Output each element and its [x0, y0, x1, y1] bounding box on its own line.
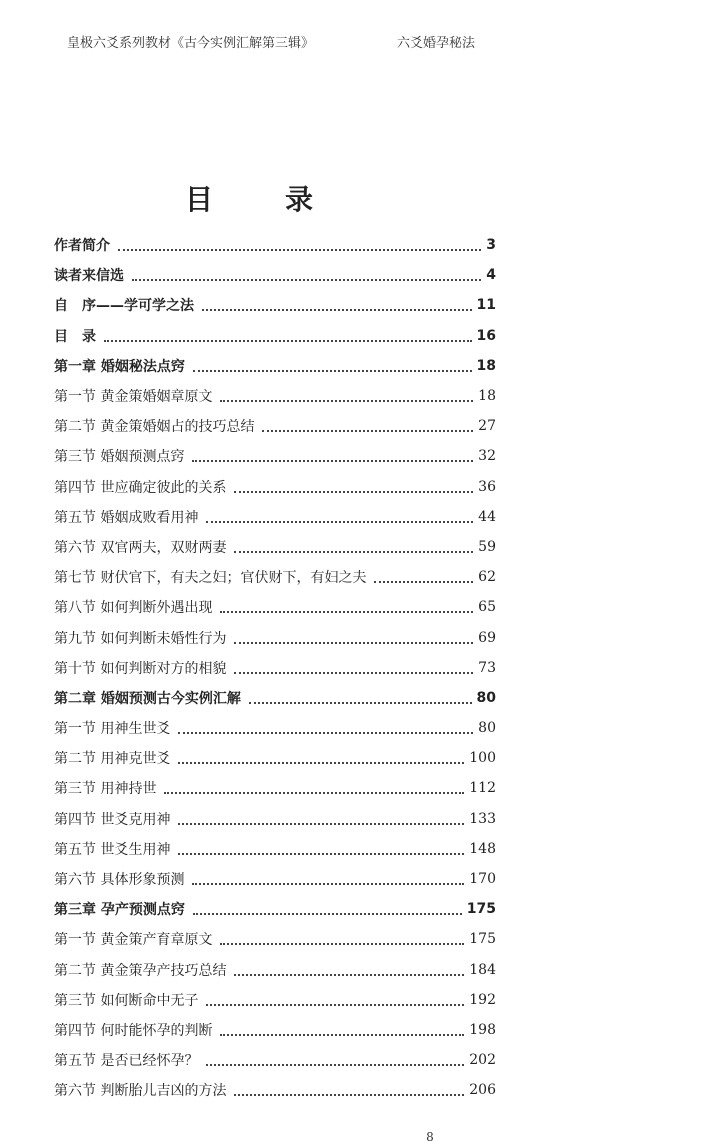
toc-entry-label: 第六节 双官两夫，双财两妻 — [54, 539, 227, 556]
toc-entry-page: 32 — [478, 448, 496, 465]
toc-entry[interactable] — [54, 713, 496, 743]
toc-entry-label: 第二节 用神克世爻 — [54, 751, 171, 768]
toc-entry-label: 自 序——学可学之法 — [54, 298, 194, 315]
toc-leader-dots — [234, 477, 473, 493]
toc-entry[interactable] — [54, 985, 496, 1015]
toc-entry-page: 44 — [478, 508, 496, 525]
toc-leader-dots — [193, 356, 472, 372]
toc-entry-label: 第四节 世爻克用神 — [54, 811, 171, 828]
toc-leader-dots — [220, 597, 473, 613]
toc-entry-label: 第四节 世应确定彼此的关系 — [54, 479, 227, 496]
toc-entry-page: 133 — [469, 810, 496, 827]
toc-entry-label: 第三章 孕产预测点窍 — [54, 902, 185, 919]
toc-entry-page: 11 — [476, 297, 496, 314]
toc-leader-dots — [178, 809, 464, 825]
toc-leader-dots — [234, 658, 473, 674]
toc-leader-dots — [374, 567, 473, 583]
toc-entry-label: 第二节 黄金策婚姻占的技巧总结 — [54, 419, 255, 436]
toc-leader-dots — [202, 295, 472, 311]
toc-entry[interactable] — [54, 260, 496, 290]
page-title-part2: 录 — [285, 183, 316, 216]
toc-entry-label: 第一节 黄金策产育章原文 — [54, 932, 213, 949]
toc-entry-label: 第十节 如何判断对方的相貌 — [54, 660, 227, 677]
toc-leader-dots — [178, 718, 473, 734]
toc-entry[interactable] — [54, 773, 496, 803]
toc-leader-dots — [234, 628, 473, 644]
toc-leader-dots — [220, 1020, 464, 1036]
page-number: 8 — [426, 1130, 434, 1144]
toc-entry-label: 第三节 如何断命中无子 — [54, 992, 199, 1009]
toc-leader-dots — [206, 990, 464, 1006]
toc-entry-page: 18 — [478, 388, 496, 405]
toc-entry-page: 198 — [469, 1021, 496, 1038]
toc-entry[interactable] — [54, 653, 496, 683]
toc-entry-label: 第六节 判断胎儿吉凶的方法 — [54, 1083, 227, 1100]
header-book-series: 皇极六爻系列教材《古今实例汇解第三辑》 — [67, 36, 315, 51]
toc-entry[interactable] — [54, 894, 496, 924]
toc-entry[interactable] — [54, 321, 496, 351]
toc-leader-dots — [192, 869, 464, 885]
page-title-part1: 目 — [184, 183, 215, 216]
toc-leader-dots — [206, 1050, 464, 1066]
toc-entry-page: 59 — [478, 538, 496, 555]
toc-entry-page: 100 — [469, 750, 496, 767]
toc-entry-page: 206 — [469, 1082, 496, 1099]
toc-entry-label: 第六节 具体形象预测 — [54, 872, 185, 889]
page-title — [0, 178, 500, 218]
toc-entry[interactable] — [54, 804, 496, 834]
toc-entry-page: 170 — [469, 871, 496, 888]
toc-entry-label: 第五节 婚姻成败看用神 — [54, 509, 199, 526]
toc-entry-page: 62 — [478, 569, 496, 586]
toc-entry-page: 4 — [486, 267, 496, 284]
toc-entry[interactable] — [54, 411, 496, 441]
toc-entry[interactable] — [54, 955, 496, 985]
toc-leader-dots — [234, 1080, 464, 1096]
toc-entry[interactable] — [54, 592, 496, 622]
toc-entry-label: 读者来信选 — [54, 268, 124, 285]
toc-entry[interactable] — [54, 472, 496, 502]
toc-leader-dots — [164, 778, 464, 794]
toc-entry[interactable] — [54, 683, 496, 713]
toc-entry-label: 第五节 是否已经怀孕？ — [54, 1053, 199, 1070]
toc-entry-label: 第一节 黄金策婚姻章原文 — [54, 389, 213, 406]
toc-entry-page: 65 — [478, 599, 496, 616]
toc-entry-page: 202 — [469, 1052, 496, 1069]
toc-entry[interactable] — [54, 1075, 496, 1105]
toc-entry-label: 第五节 世爻生用神 — [54, 841, 171, 858]
toc-entry[interactable] — [54, 1045, 496, 1075]
toc-entry[interactable] — [54, 864, 496, 894]
toc-entry[interactable] — [54, 1015, 496, 1045]
toc-entry-page: 69 — [478, 629, 496, 646]
toc-entry-page: 80 — [478, 720, 496, 737]
toc-leader-dots — [178, 748, 464, 764]
toc-leader-dots — [178, 839, 464, 855]
toc-entry-page: 36 — [478, 478, 496, 495]
toc-entry-page: 184 — [469, 961, 496, 978]
toc-entry-label: 第八节 如何判断外遇出现 — [54, 600, 213, 617]
toc-entry-label: 第一章 婚姻秘法点窍 — [54, 358, 185, 375]
toc-entry-label: 第三节 婚姻预测点窍 — [54, 449, 185, 466]
toc-leader-dots — [262, 416, 473, 432]
toc-entry-page: 73 — [478, 659, 496, 676]
toc-leader-dots — [192, 446, 473, 462]
toc-entry-label: 第三节 用神持世 — [54, 781, 157, 798]
toc-entry[interactable] — [54, 502, 496, 532]
toc-entry-page: 27 — [478, 418, 496, 435]
toc-leader-dots — [234, 960, 464, 976]
toc-leader-dots — [249, 688, 472, 704]
toc-entry-label: 作者简介 — [54, 238, 110, 255]
header-book-title: 六爻婚孕秘法 — [397, 36, 476, 51]
toc-leader-dots — [193, 899, 462, 915]
toc-leader-dots — [132, 265, 481, 281]
toc-entry-label: 第九节 如何判断未婚性行为 — [54, 630, 227, 647]
toc-entry-page: 192 — [469, 991, 496, 1008]
toc-entry-label: 第二节 黄金策孕产技巧总结 — [54, 962, 227, 979]
toc-entry-label: 第一节 用神生世爻 — [54, 721, 171, 738]
toc-entry-page: 148 — [469, 840, 496, 857]
toc-entry-label: 目 录 — [54, 328, 96, 345]
table-of-contents — [54, 230, 496, 1105]
toc-entry[interactable] — [54, 230, 496, 260]
toc-entry-page: 175 — [466, 901, 496, 918]
toc-entry[interactable] — [54, 532, 496, 562]
toc-entry[interactable] — [54, 290, 496, 320]
toc-entry-page: 175 — [469, 931, 496, 948]
toc-entry-page: 18 — [476, 357, 496, 374]
toc-entry[interactable] — [54, 622, 496, 652]
toc-entry[interactable] — [54, 381, 496, 411]
toc-entry[interactable] — [54, 924, 496, 954]
toc-leader-dots — [220, 386, 473, 402]
toc-entry[interactable] — [54, 834, 496, 864]
toc-entry[interactable] — [54, 743, 496, 773]
toc-entry-page: 16 — [476, 327, 496, 344]
toc-entry[interactable] — [54, 441, 496, 471]
toc-entry-page: 80 — [476, 689, 496, 706]
toc-leader-dots — [104, 326, 472, 342]
toc-leader-dots — [118, 235, 481, 251]
toc-entry-label: 第二章 婚姻预测古今实例汇解 — [54, 690, 241, 707]
toc-entry-page: 112 — [469, 780, 496, 797]
toc-leader-dots — [220, 929, 464, 945]
toc-entry-label: 第七节 财伏官下，有夫之妇；官伏财下，有妇之夫 — [54, 570, 367, 587]
toc-leader-dots — [206, 507, 473, 523]
toc-leader-dots — [234, 537, 473, 553]
toc-entry-label: 第四节 何时能怀孕的判断 — [54, 1022, 213, 1039]
toc-entry[interactable] — [54, 351, 496, 381]
toc-entry[interactable] — [54, 562, 496, 592]
toc-entry-page: 3 — [486, 237, 496, 254]
